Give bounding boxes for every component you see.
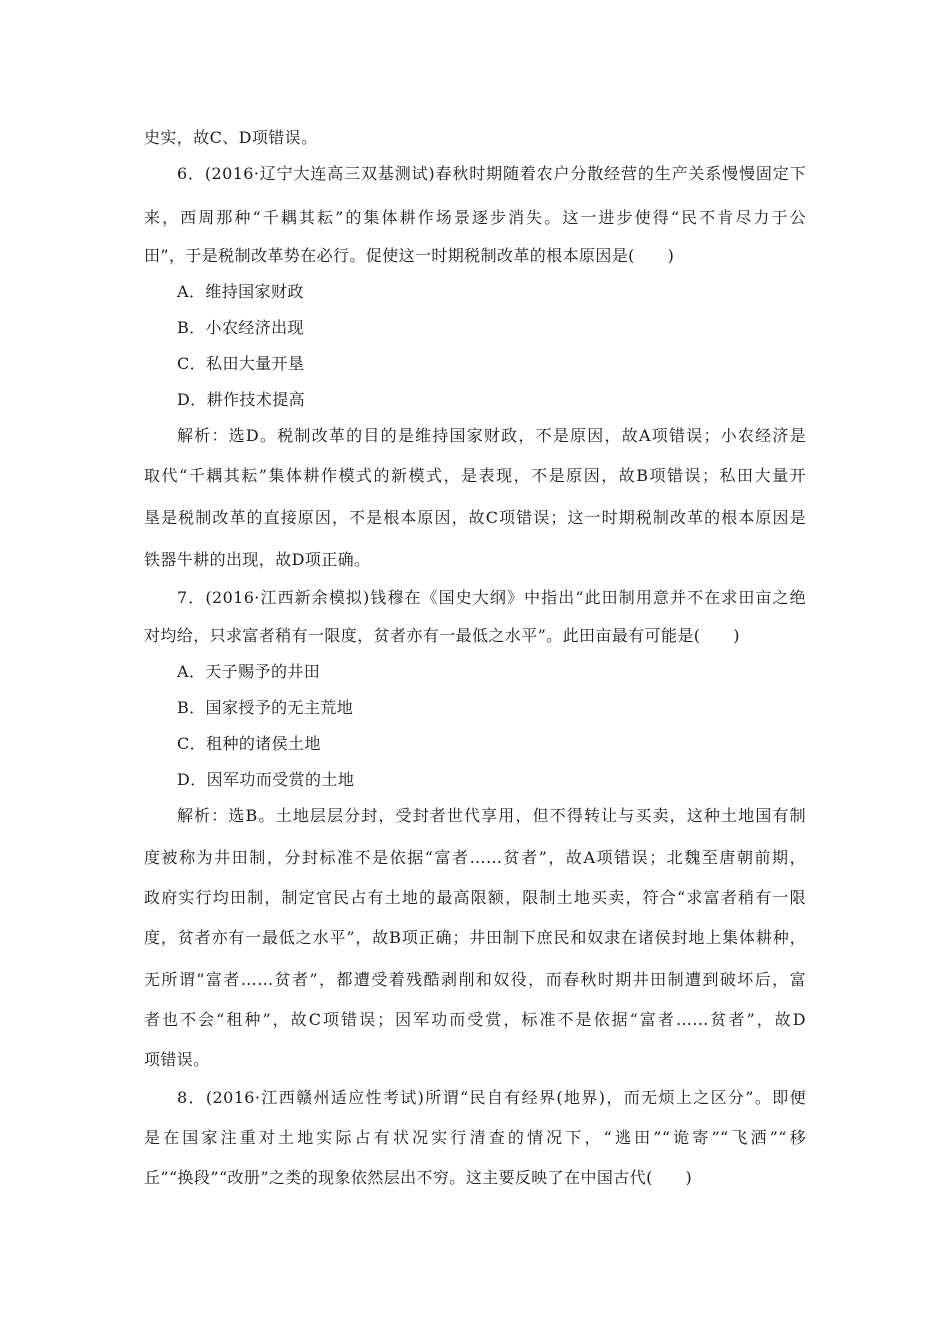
question-7-option-d: D．因军功而受赏的土地 bbox=[177, 770, 355, 789]
question-6-option-a: A．维持国家财政 bbox=[177, 282, 304, 301]
question-6-analysis: 垦是税制改革的直接原因，不是根本原因，故C项错误；这一时期税制改革的根本原因是 bbox=[144, 508, 806, 527]
question-8-stem: 丘”“换段”“改册”之类的现象依然层出不穷。这主要反映了在中国古代( ) bbox=[144, 1168, 693, 1187]
question-7-option-c: C．租种的诸侯土地 bbox=[177, 734, 321, 753]
question-6-option-d: D．耕作技术提高 bbox=[177, 390, 306, 409]
question-7-analysis: 无所谓“富者……贫者”，都遭受着残酷剥削和奴役，而春秋时期井田制遭到破坏后，富 bbox=[144, 970, 806, 989]
question-6-analysis: 铁器牛耕的出现，故D项正确。 bbox=[144, 550, 371, 569]
question-6-stem: 来，西周那种“千耦其耘”的集体耕作场景逐步消失。这一进步使得“民不肯尽力于公 bbox=[144, 208, 806, 227]
question-7-stem: 对均给，只求富者稍有一限度，贫者亦有一最低之水平”。此田亩最有可能是( ) bbox=[144, 626, 740, 645]
question-7-analysis: 解析：选B。土地层层分封，受封者世代享用，但不得转让与买卖，这种土地国有制 bbox=[177, 806, 806, 825]
question-7-stem: 7．(2016·江西新余模拟)钱穆在《国史大纲》中指出“此田制用意并不在求田亩之绝 bbox=[177, 588, 806, 607]
question-6-stem: 6．(2016·辽宁大连高三双基测试)春秋时期随着农户分散经营的生产关系慢慢固定下 bbox=[177, 164, 806, 183]
text-line: 史实，故C、D项错误。 bbox=[144, 128, 318, 147]
question-7-option-a: A．天子赐予的井田 bbox=[177, 662, 321, 681]
question-6-option-b: B．小农经济出现 bbox=[177, 318, 304, 337]
question-7-analysis: 者也不会“租种”，故C项错误；因军功而受赏，标准不是依据“富者……贫者”，故D bbox=[144, 1010, 806, 1029]
question-6-analysis: 解析：选D。税制改革的目的是维持国家财政，不是原因，故A项错误；小农经济是 bbox=[177, 426, 806, 445]
question-7-option-b: B．国家授予的无主荒地 bbox=[177, 698, 354, 717]
question-6-stem: 田”，于是税制改革势在必行。促使这一时期税制改革的根本原因是( ) bbox=[144, 246, 675, 265]
question-7-analysis: 度，贫者亦有一最低之水平”，故B项正确；井田制下庶民和奴隶在诸侯封地上集体耕种， bbox=[144, 928, 806, 947]
question-6-analysis: 取代“千耦其耘”集体耕作模式的新模式，是表现，不是原因，故B项错误；私田大量开 bbox=[144, 466, 806, 485]
question-7-analysis: 度被称为井田制，分封标准不是依据“富者……贫者”，故A项错误；北魏至唐朝前期， bbox=[144, 848, 806, 867]
question-7-analysis: 政府实行均田制，制定官民占有土地的最高限额，限制土地买卖，符合“求富者稍有一限 bbox=[144, 888, 806, 907]
question-8-stem: 8．(2016·江西赣州适应性考试)所谓“民自有经界(地界)，而无烦上之区分”。即便 bbox=[177, 1088, 806, 1107]
question-8-stem: 是在国家注重对土地实际占有状况实行清查的情况下，“逃田”“诡寄”“飞洒”“移 bbox=[144, 1128, 806, 1147]
question-7-analysis: 项错误。 bbox=[144, 1050, 210, 1069]
question-6-option-c: C．私田大量开垦 bbox=[177, 354, 305, 373]
